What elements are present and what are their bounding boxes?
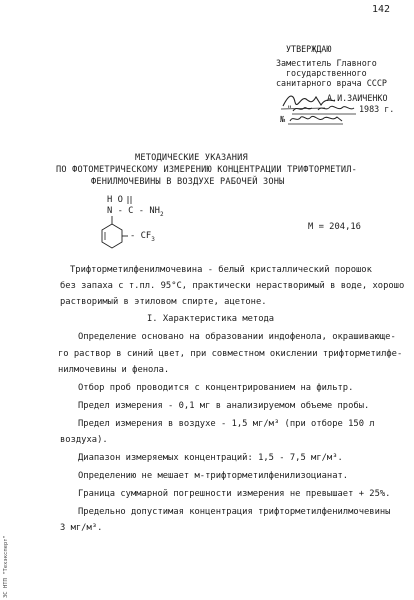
handwritten-number-icon [288, 113, 344, 125]
approval-heading: УТВЕРЖДАЮ [286, 44, 332, 54]
approval-signer: А.И.ЗАИЧЕНКО [327, 93, 388, 103]
approval-line-2: государственного [286, 68, 367, 78]
formula-row-subscript: 2 [159, 210, 164, 218]
body-line-11: Предельно допустимая концентрация трифторметилфенилмочевины [78, 507, 391, 517]
intro-line-2: без запаха с т.пл. 95°C, практически нерастворимый в воде, хорошо [60, 281, 405, 291]
body-line-9: Определению не мешает м-трифторметилфенилизоцианат. [78, 471, 349, 481]
body-line-3: нилмочевины и фенола. [58, 365, 170, 375]
formula-top: H O [107, 195, 123, 205]
body-line-10: Граница суммарной погрешности измерения не превышает + 25%. [78, 489, 391, 499]
title-line-3: ФЕНИЛМОЧЕВИНЫ В ВОЗДУХЕ РАБОЧЕЙ ЗОНЫ [91, 177, 285, 187]
approval-date-prefix: " [287, 104, 293, 114]
section-heading: I. Характеристика метода [147, 314, 275, 324]
formula-substituent-text: - CF [130, 231, 152, 241]
body-line-8: Диапазон измеряемых концентраций: 1,5 - 7,5 мг/м³. [78, 453, 343, 463]
molar-mass: М = 204,16 [308, 222, 361, 232]
body-line-4: Отбор проб проводится с концентрированием на фильтр. [78, 383, 354, 393]
double-bond-icon [122, 195, 138, 205]
approval-date-year: 1983 г. [359, 104, 395, 114]
title-line-2: ПО ФОТОМЕТРИЧЕСКОМУ ИЗМЕРЕНИЮ КОНЦЕНТРАЦИИ ТРИФТОРМЕТИЛ- [56, 165, 357, 175]
formula-row-text: N - C - NH [107, 206, 160, 216]
approval-line-1: Заместитель Главного [276, 58, 377, 68]
intro-line-3: растворимый в этиловом спирте, ацетоне. [60, 297, 267, 307]
body-line-2: го раствор в синий цвет, при совместном окислении трифторметилфе- [58, 349, 403, 359]
formula-substituent [130, 231, 155, 243]
title-line-1: МЕТОДИЧЕСКИЕ УКАЗАНИЯ [135, 153, 248, 163]
intro-line-1: Трифторметилфенилмочевина - белый кристаллический порошок [70, 265, 372, 275]
side-note: ЗС НТП "Техэксперт" [3, 535, 9, 598]
body-line-7: воздуха). [60, 435, 108, 445]
body-line-6: Предел измерения в воздухе - 1,5 мг/м³ (при отборе 150 л [78, 419, 375, 429]
body-line-5: Предел измерения - 0,1 мг в анализируемом объеме пробы. [78, 401, 370, 411]
approval-line-3: санитарного врача СССР [276, 78, 387, 88]
page-number: 142 [372, 4, 391, 15]
formula-substituent-subscript: 3 [151, 235, 155, 243]
body-line-12: 3 мг/м³. [60, 523, 103, 533]
approval-number-prefix: № [280, 114, 286, 124]
body-line-1: Определение основано на образовании индофенола, окрашивающе- [78, 332, 396, 342]
